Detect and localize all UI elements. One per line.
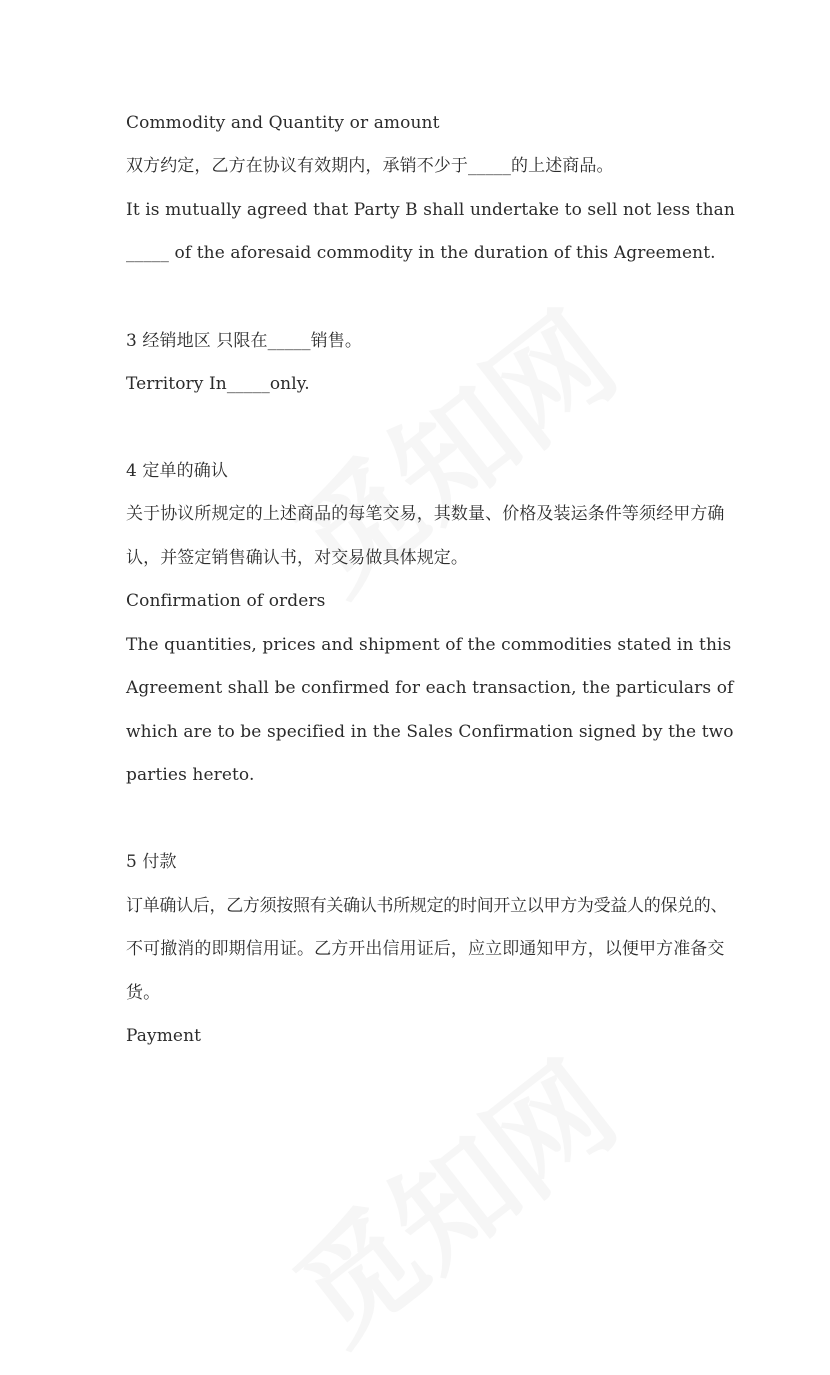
paragraph-line: parties hereto.: [126, 765, 255, 785]
paragraph-line: 不可撤消的即期信用证。乙方开出信用证后，应立即通知甲方，以便甲方准备交: [126, 939, 725, 959]
section-heading-4: 4 定单的确认: [126, 461, 228, 481]
section-heading-3: 3 经销地区 只限在_____销售。: [126, 331, 362, 351]
paragraph-line: The quantities, prices and shipment of the commodities stated in this: [126, 635, 732, 655]
paragraph-line: 货。: [126, 983, 161, 1003]
paragraph-line: 认，并签定销售确认书，对交易做具体规定。: [126, 548, 468, 568]
heading-commodity: Commodity and Quantity or amount: [126, 113, 440, 133]
section-heading-5: 5 付款: [126, 852, 177, 872]
paragraph-line: _____ of the aforesaid commodity in the duration of this Agreement.: [126, 243, 716, 263]
paragraph-line: Territory In_____only.: [126, 374, 310, 394]
paragraph-line: It is mutually agreed that Party B shall undertake to sell not less than: [126, 200, 735, 220]
watermark: [255, 1017, 645, 1374]
subheading-confirmation: Confirmation of orders: [126, 591, 326, 611]
paragraph-line: Agreement shall be confirmed for each transaction, the particulars of: [126, 678, 734, 698]
watermark: [255, 267, 645, 624]
paragraph-line: 关于协议所规定的上述商品的每笔交易，其数量、价格及装运条件等须经甲方确: [126, 504, 725, 524]
subheading-payment: Payment: [126, 1026, 202, 1046]
paragraph-line: which are to be specified in the Sales Confirmation signed by the two: [126, 722, 734, 742]
paragraph-line: 订单确认后，乙方须按照有关确认书所规定的时间开立以甲方为受益人的保兑的、: [126, 896, 728, 916]
paragraph-line: 双方约定，乙方在协议有效期内，承销不少于_____的上述商品。: [126, 156, 614, 176]
